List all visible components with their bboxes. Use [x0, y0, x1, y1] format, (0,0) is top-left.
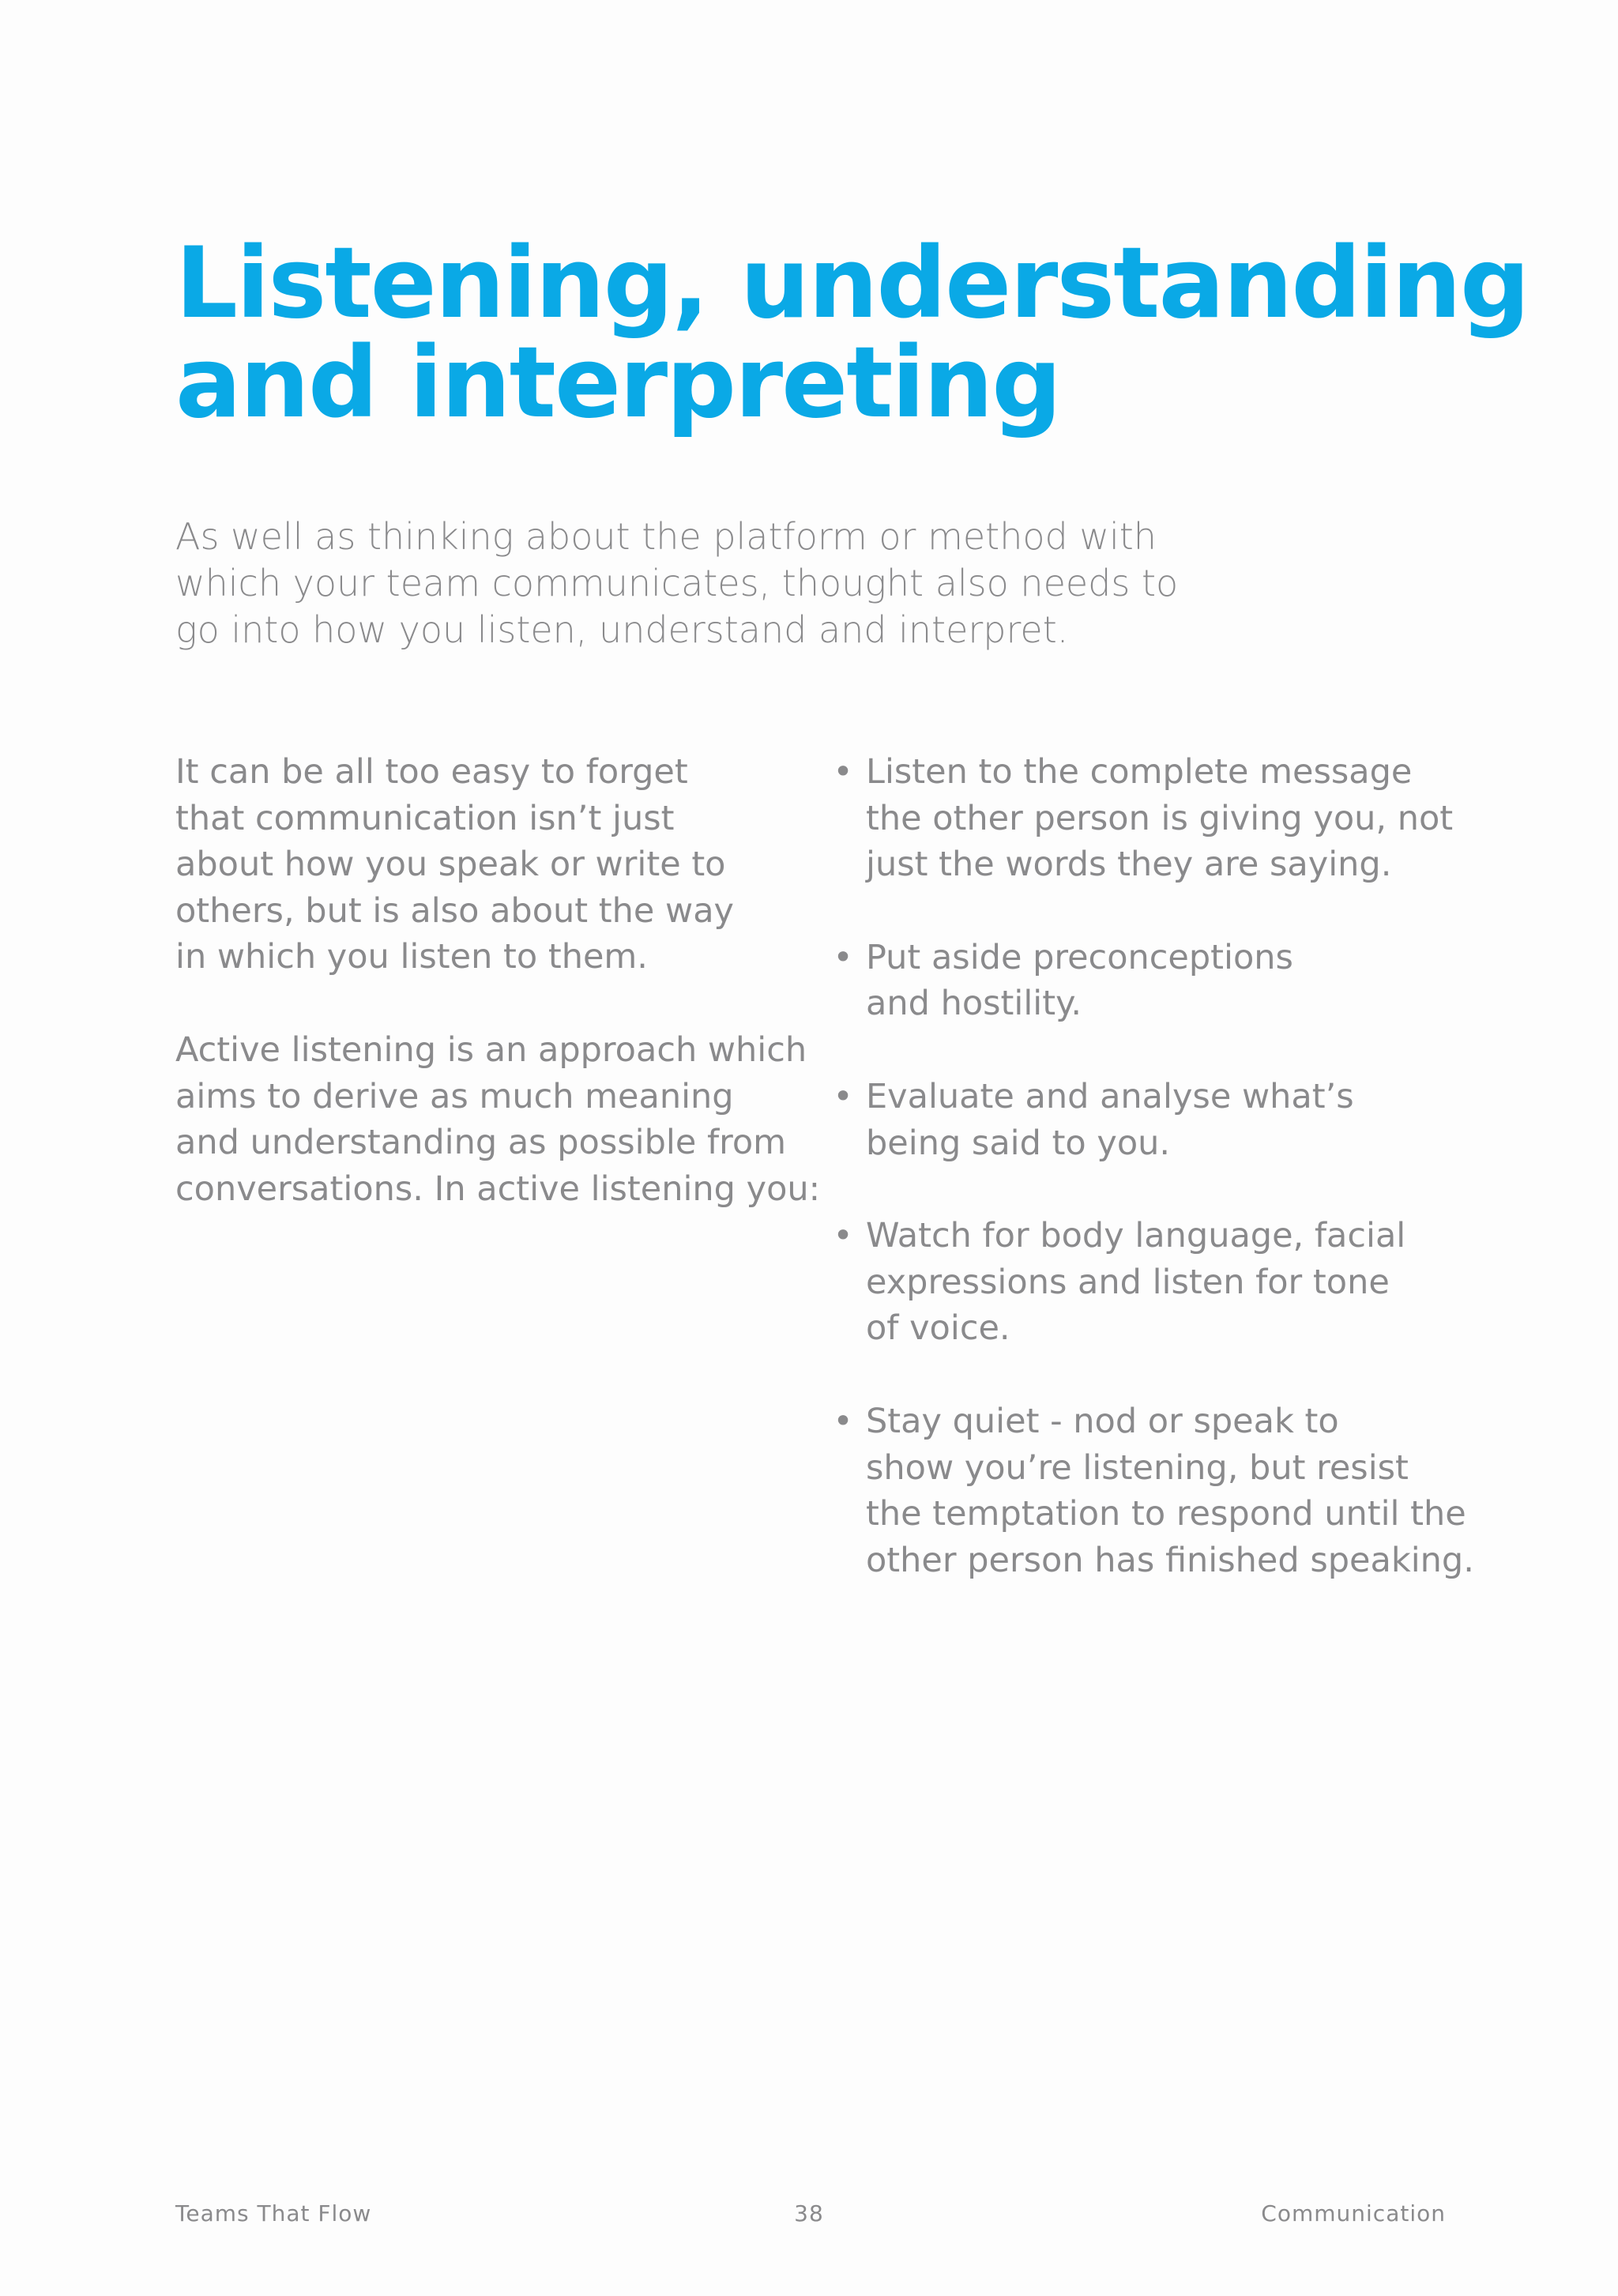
left-column — [175, 749, 821, 1259]
footer-section-name: Communication — [1261, 2200, 1446, 2226]
page-title-line-1: Listening, understanding — [175, 227, 1529, 341]
intro-line: As well as thinking about the platform or method with — [175, 515, 1157, 558]
list-item-line: Stay quiet - nod or speak to — [866, 1401, 1339, 1441]
paragraph-line: that communication isn’t just — [175, 798, 675, 838]
paragraph-line: Active listening is an approach which — [175, 1029, 807, 1070]
paragraph-line: in which you listen to them. — [175, 937, 648, 977]
list-item — [831, 749, 1526, 888]
list-item — [831, 1213, 1526, 1352]
paragraph-line: conversations. In active listening you: — [175, 1169, 821, 1209]
list-item-line: Watch for body language, facial — [866, 1216, 1406, 1256]
list-item-line: Evaluate and analyse what’s — [866, 1076, 1354, 1116]
list-item-line: the other person is giving you, not — [866, 798, 1454, 838]
bullet-icon: • — [833, 937, 853, 977]
list-item-line: other person has finished speaking. — [866, 1540, 1474, 1580]
page-number: 38 — [794, 2200, 824, 2226]
list-item-line: Put aside preconceptions — [866, 937, 1293, 977]
list-item-line: just the words they are saying. — [866, 845, 1392, 885]
intro-line: which your team communicates, thought also needs to — [175, 562, 1179, 604]
active-listening-list — [831, 749, 1526, 1630]
list-item-line: Listen to the complete message — [866, 752, 1413, 792]
paragraph-line: and understanding as possible from — [175, 1123, 787, 1163]
paragraph-line: others, but is also about the way — [175, 890, 735, 931]
bullet-icon: • — [833, 752, 853, 792]
list-item-line: being said to you. — [866, 1123, 1171, 1163]
intro-paragraph — [175, 514, 1202, 653]
body-paragraph — [175, 1027, 821, 1212]
paragraph-line: It can be all too easy to forget — [175, 752, 688, 792]
bullet-icon: • — [833, 1401, 853, 1441]
list-item-line: of voice. — [866, 1308, 1010, 1349]
bullet-icon: • — [833, 1076, 853, 1116]
paragraph-line: aims to derive as much meaning — [175, 1076, 734, 1116]
list-item — [831, 935, 1526, 1027]
intro-line: go into how you listen, understand and interpret. — [175, 608, 1069, 651]
bullet-icon: • — [833, 1216, 853, 1256]
footer-document-title: Teams That Flow — [175, 2200, 372, 2226]
page-title-line-2: and interpreting — [175, 326, 1061, 440]
list-item-line: the temptation to respond until the — [866, 1494, 1466, 1534]
list-item — [831, 1074, 1526, 1166]
page-title — [175, 227, 1529, 440]
list-item-line: and hostility. — [866, 984, 1082, 1024]
list-item-line: expressions and listen for tone — [866, 1262, 1390, 1302]
list-item — [831, 1398, 1526, 1583]
list-item-line: show you’re listening, but resist — [866, 1447, 1409, 1488]
body-paragraph — [175, 749, 807, 981]
paragraph-line: about how you speak or write to — [175, 845, 726, 885]
